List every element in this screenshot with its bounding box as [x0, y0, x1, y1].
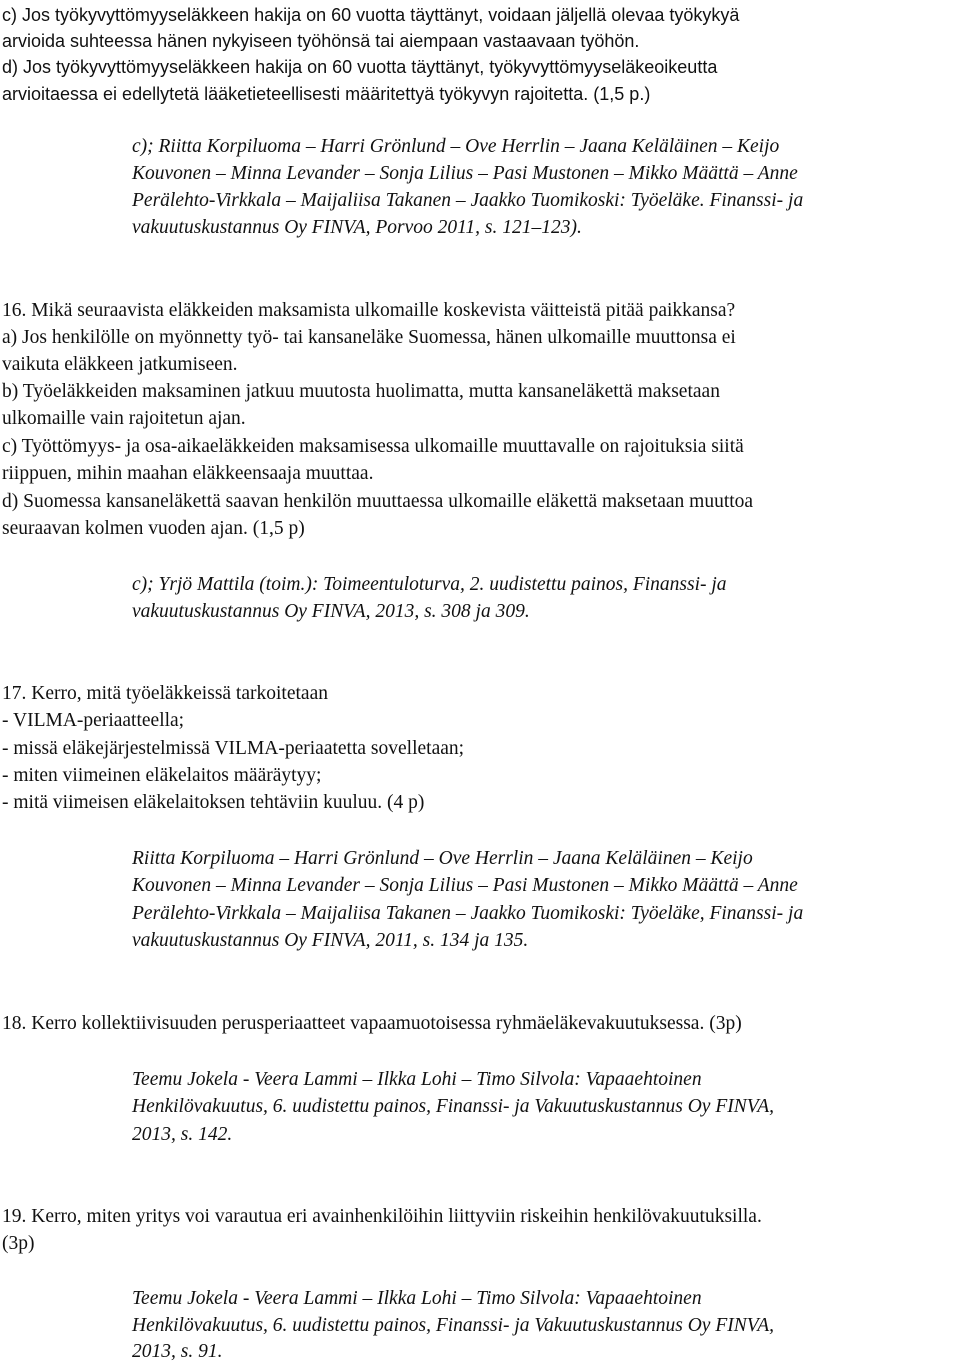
- reference-line: c); Yrjö Mattila (toim.): Toimeentuloturva, 2. uudistettu painos, Finanssi- ja: [132, 574, 727, 595]
- reference-line: Perälehto-Virkkala – Maijaliisa Takanen – Jaakko Tuomikoski: Työeläke. Finanssi- ja: [132, 190, 804, 211]
- list-item: - VILMA-periaatteella;: [2, 710, 185, 731]
- question-19-points: (3p): [2, 1233, 35, 1254]
- reference-line: Teemu Jokela - Veera Lammi – Ilkka Lohi – Timo Silvola: Vapaaehtoinen: [132, 1069, 702, 1090]
- answer-d-line-2: arvioitaessa ei edellytetä lääketieteellisesti määritettyä työkyvyn rajoitetta. (1,5 p.): [2, 84, 651, 104]
- answer-d-line-1: d) Jos työkyvyttömyyseläkkeen hakija on 60 vuotta täyttänyt, työkyvyttömyyseläkeoikeutta: [2, 57, 718, 77]
- question-17: 17. Kerro, mitä työeläkkeissä tarkoitetaan: [2, 683, 328, 704]
- q16-option-b: b) Työeläkkeiden maksaminen jatkuu muutosta huolimatta, mutta kansaneläkettä maksetaan: [2, 381, 720, 402]
- list-item: - miten viimeinen eläkelaitos määräytyy;: [2, 765, 322, 786]
- question-18: 18. Kerro kollektiivisuuden perusperiaatteet vapaamuotoisessa ryhmäeläkevakuutuksessa. (3p): [2, 1013, 742, 1034]
- list-item: - missä eläkejärjestelmissä VILMA-periaatetta sovelletaan;: [2, 738, 465, 759]
- q16-option-c: riippuen, mihin maahan eläkkeensaaja muuttaa.: [2, 463, 374, 484]
- reference-line: Riitta Korpiluoma – Harri Grönlund – Ove Herrlin – Jaana Keläläinen – Keijo: [132, 848, 753, 869]
- reference-line: Kouvonen – Minna Levander – Sonja Lilius – Pasi Mustonen – Mikko Määttä – Anne: [132, 875, 798, 896]
- reference-line: vakuutuskustannus Oy FINVA, Porvoo 2011, s. 121–123).: [132, 217, 582, 238]
- answer-c-line-1: c) Jos työkyvyttömyyseläkkeen hakija on 60 vuotta täyttänyt, voidaan jäljellä olevaa työkykyä: [2, 5, 740, 25]
- question-16: 16. Mikä seuraavista eläkkeiden maksamista ulkomaille koskevista väitteistä pitää paikkansa?: [2, 300, 736, 321]
- reference-line: c); Riitta Korpiluoma – Harri Grönlund – Ove Herrlin – Jaana Keläläinen – Keijo: [132, 136, 780, 157]
- q16-option-a: vaikuta eläkkeen jatkumiseen.: [2, 354, 238, 375]
- q16-option-d: seuraavan kolmen vuoden ajan. (1,5 p): [2, 518, 305, 539]
- reference-line: vakuutuskustannus Oy FINVA, 2013, s. 308 ja 309.: [132, 601, 530, 622]
- q16-option-a: a) Jos henkilölle on myönnetty työ- tai kansaneläke Suomessa, hänen ulkomaille muuttonsa ei: [2, 327, 736, 348]
- reference-line: Teemu Jokela - Veera Lammi – Ilkka Lohi – Timo Silvola: Vapaaehtoinen: [132, 1288, 702, 1309]
- reference-line: Henkilövakuutus, 6. uudistettu painos, Finanssi- ja Vakuutuskustannus Oy FINVA,: [132, 1096, 774, 1117]
- list-item: - mitä viimeisen eläkelaitoksen tehtäviin kuuluu. (4 p): [2, 792, 425, 813]
- reference-line: 2013, s. 142.: [132, 1124, 233, 1145]
- question-19: 19. Kerro, miten yritys voi varautua eri avainhenkilöihin liittyviin riskeihin henkilövakuutuksilla.: [2, 1206, 762, 1227]
- reference-line: Henkilövakuutus, 6. uudistettu painos, Finanssi- ja Vakuutuskustannus Oy FINVA,: [132, 1315, 774, 1336]
- reference-line: 2013, s. 91.: [132, 1341, 223, 1362]
- reference-line: Kouvonen – Minna Levander – Sonja Lilius – Pasi Mustonen – Mikko Määttä – Anne: [132, 163, 798, 184]
- q16-option-b: ulkomaille vain rajoitetun ajan.: [2, 408, 246, 429]
- reference-line: Perälehto-Virkkala – Maijaliisa Takanen – Jaakko Tuomikoski: Työeläke, Finanssi- ja: [132, 903, 804, 924]
- answer-c-line-2: arvioida suhteessa hänen nykyiseen työhönsä tai aiempaan vastaavaan työhön.: [2, 31, 640, 51]
- reference-line: vakuutuskustannus Oy FINVA, 2011, s. 134 ja 135.: [132, 930, 529, 951]
- q16-option-c: c) Työttömyys- ja osa-aikaeläkkeiden maksamisessa ulkomaille muuttavalle on rajoituksia siitä: [2, 436, 744, 457]
- q16-option-d: d) Suomessa kansaneläkettä saavan henkilön muuttaessa ulkomaille eläkettä maksetaan muuttoa: [2, 491, 754, 512]
